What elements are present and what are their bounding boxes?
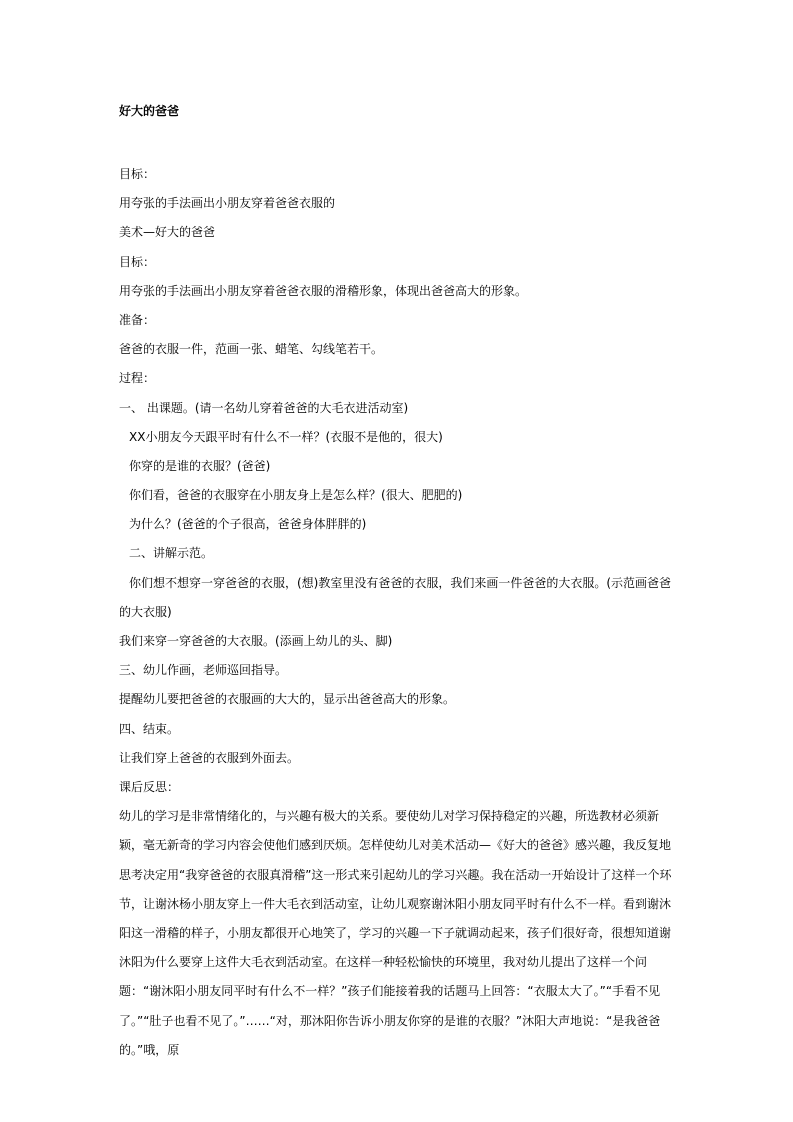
document-title: 好大的爸爸	[119, 104, 180, 118]
ending-text: 让我们穿上爸爸的衣服到外面去。	[119, 750, 300, 765]
process-question-1: XX小朋友今天跟平时有什么不一样？(衣服不是他的，很大)	[129, 429, 443, 444]
process-question-2: 你穿的是谁的衣服？(爸爸)	[129, 458, 271, 473]
process-question-4: 为什么？(爸爸的个子很高，爸爸身体胖胖的)	[129, 517, 367, 532]
reminder-text: 提醒幼儿要把爸爸的衣服画的大大的，显示出爸爸高大的形象。	[119, 692, 456, 707]
section-label-goal: 目标：	[119, 167, 156, 181]
subject-heading: 美术—好大的爸爸	[119, 225, 216, 240]
section-label-goal-repeat: 目标：	[119, 254, 156, 269]
section-label-process: 过程：	[119, 371, 156, 386]
reflection-paragraph: 幼儿的学习是非常情绪化的，与兴趣有极大的关系。要使幼儿对学习保持稳定的兴趣，所选教材必须新颖，毫无新奇的学习内容会使他们感到厌烦。怎样使幼儿对美术活动—《好大的爸爸》感兴趣，我反复地思考决定用“我穿爸爸的衣服真滑稽”这一形式来引起幼儿的学习兴趣。我在活动一开始设计了这样一个环节，让谢沐杨小朋友穿上一件大毛衣到活动室，让幼儿观察谢沐阳小朋友同平时有什么不一样。看到谢沐阳这一滑稽的样子，小朋友都很开心地笑了，学习的兴趣一下子就调动起来，孩子们很好奇，很想知道谢沐阳为什么要穿上这件大毛衣到活动室。在这样一种轻松愉快的环境里，我对幼儿提出了这样一个问题：“谢沐阳小朋友同平时有什么不一样？”孩子们能接着我的话题马上回答：“衣服太大了。”“手看不见了。”“肚子也看不见了。”……“对，那沐阳你告诉小朋友你穿的是谁的衣服？”沐阳大声地说：“是我爸爸的。”哦，原	[119, 809, 672, 1057]
goal-text-short: 用夸张的手法画出小朋友穿着爸爸衣服的	[119, 196, 336, 211]
section-label-preparation: 准备：	[119, 312, 156, 327]
process-step-2: 二、讲解示范。	[129, 546, 214, 561]
preparation-text: 爸爸的衣服一件，范画一张、蜡笔、勾线笔若干。	[119, 342, 384, 357]
demo-text-line-2: 的大衣服)	[119, 604, 172, 619]
document-body	[119, 160, 679, 1065]
process-step-4: 四、结束。	[119, 721, 180, 736]
demo-text-line-1: 你们想不想穿一穿爸爸的衣服，(想)教室里没有爸爸的衣服，我们来画一件爸爸的大衣服。(示范画爸爸	[129, 575, 672, 590]
section-label-reflection: 课后反思：	[119, 779, 180, 794]
process-question-3: 你们看，爸爸的衣服穿在小朋友身上是怎么样？(很大、肥肥的)	[129, 488, 463, 503]
process-step-3: 三、幼儿作画，老师巡回指导。	[119, 663, 288, 678]
goal-text-full: 用夸张的手法画出小朋友穿着爸爸衣服的滑稽形象，体现出爸爸高大的形象。	[119, 283, 528, 298]
process-step-1: 一、 出课题。(请一名幼儿穿着爸爸的大毛衣进活动室)	[119, 400, 409, 415]
demo-text-line-3: 我们来穿一穿爸爸的大衣服。(添画上幼儿的头、脚)	[119, 634, 393, 648]
